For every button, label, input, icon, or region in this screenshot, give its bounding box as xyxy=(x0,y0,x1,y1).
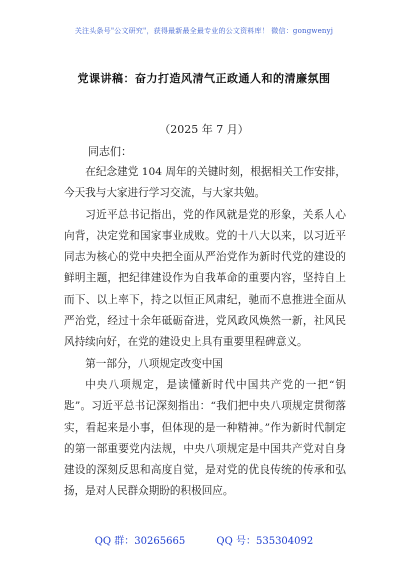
paragraph-eight-rules: 中央八项规定，是读懂新时代中国共产党的一把“钥匙”。习近平总书记深刻指出：“我们把中央八项规定贯彻落实，看起来是小事，但体现的是一种精神。”作为新时代制定的第一部重要党内法规，中央八项规定是中国共产党对自身建设的深刻反思和高度自觉，是对党的优良传统的传承和弘扬，是对人民群众期盼的积极回应。 xyxy=(64,378,346,498)
greeting: 同志们： xyxy=(88,145,132,158)
paragraph-intro: 在纪念建党 104 周年的关键时刻，根据相关工作安排，今天我与大家进行学习交流，与大家共勉。 xyxy=(64,166,346,200)
document-title: 党课讲稿：奋力打造风清气正政通人和的清廉氛围 xyxy=(77,72,331,85)
footer-contact xyxy=(0,532,408,547)
paragraph-quote: 习近平总书记指出，党的作风就是党的形象，关系人心向背，决定党和国家事业成败。党的十八大以来，以习近平同志为核心的党中央把全面从严治党作为新时代党的建设的鲜明主题，把纪律建设作为自我革命的重要内容，坚持自上而下、以上率下，持之以恒正风肃纪，驰而不息推进全面从严治党，经过十余年砥砺奋进，党风政风焕然一新，社风民风持续向好，在党的建设史上具有重要里程碑意义。 xyxy=(64,208,346,349)
section-heading: 第一部分，八项规定改变中国 xyxy=(85,357,223,370)
header-banner: 关注头条号"公文研究"，获得最新最全最专业的公文资料库！ 微信：gongwenyj xyxy=(74,27,334,35)
document-date: （2025 年 7 月） xyxy=(159,123,249,136)
document-body xyxy=(64,162,346,503)
footer-qq-group: QQ 群：30265665 xyxy=(94,536,186,547)
footer-qq-number: QQ 号：535304092 xyxy=(216,536,314,547)
